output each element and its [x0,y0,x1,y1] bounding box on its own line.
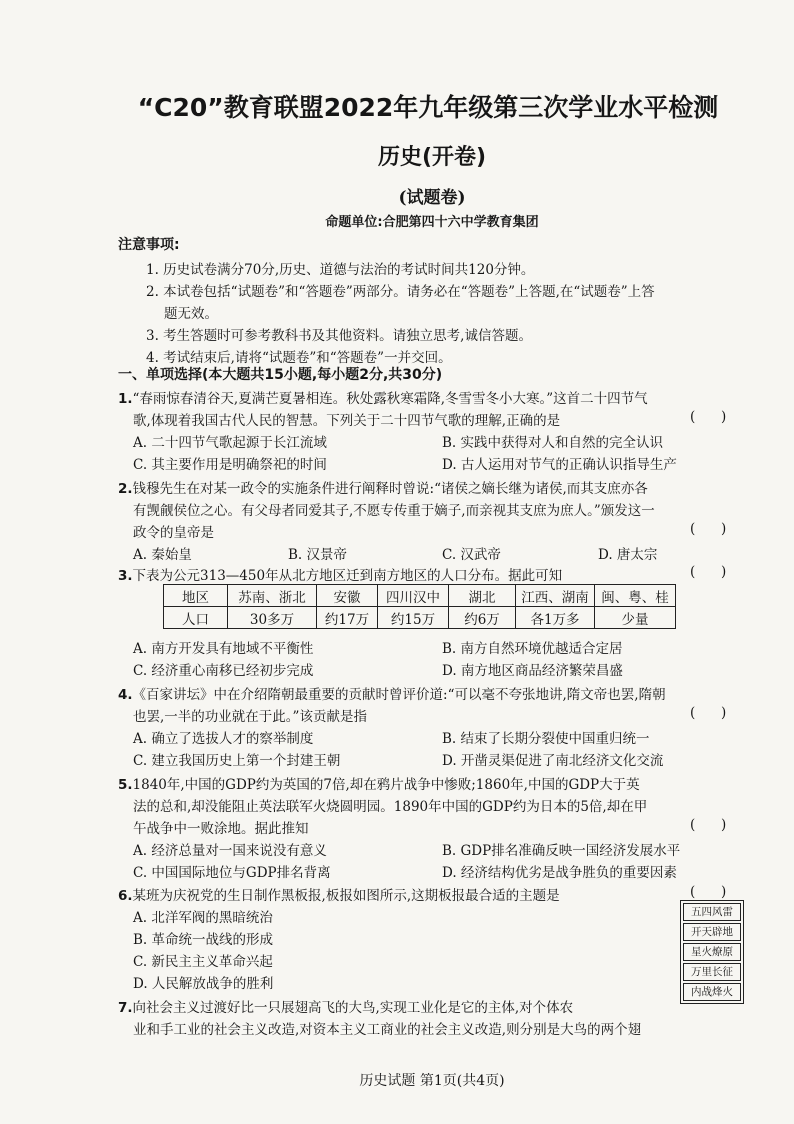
question-number: 7. [118,1000,133,1016]
board-column: 五四风雷 [683,903,741,921]
question-1-stem-cont: 歌,体现着我国古代人民的智慧。下列关于二十四节气歌的理解,正确的是 [133,413,561,429]
question-4-stem [118,683,666,703]
option-d: D. 南方地区商品经济繁荣昌盛 [442,663,623,679]
population-table [163,584,676,629]
answer-paren: ( ) [690,564,727,580]
question-7-stem [118,996,573,1016]
answer-paren: ( ) [690,409,727,425]
question-4-stem-cont: 也罢,一半的功业就在于此。”该贡献是指 [133,709,367,725]
question-text: 下表为公元313—450年从北方地区迁到南方地区的人口分布。据此可知 [132,568,563,584]
table-cell: 四川汉中 [378,585,449,607]
table-cell: 地区 [164,585,228,607]
option-c: C. 其主要作用是明确祭祀的时间 [133,457,327,473]
option-d: D. 人民解放战争的胜利 [133,976,274,992]
exam-title: “C20”教育联盟2022年九年级第三次学业水平检测 [137,93,719,122]
option-d: D. 开凿灵渠促进了南北经济文化交流 [442,753,664,769]
board-column: 星火燎原 [683,943,741,961]
section-heading: 一、单项选择(本大题共15小题,每小题2分,共30分) [118,367,443,383]
table-cell: 约6万 [449,607,516,629]
option-b: B. 革命统一战线的形成 [133,932,274,948]
table-cell: 30多万 [228,607,317,629]
option-c: C. 建立我国历史上第一个封建王朝 [133,753,341,769]
table-cell: 湖北 [449,585,516,607]
question-text: 钱穆先生在对某一政令的实施条件进行阐释时曾说:“诸侯之嫡长继为诸侯,而其支庶亦各 [132,481,648,497]
board-column: 万里长征 [683,963,741,981]
option-a: A. 经济总量对一国来说没有意义 [133,843,327,859]
table-row [164,607,676,629]
blackboard-figure [680,900,744,1004]
answer-paren: ( ) [690,884,727,900]
question-number: 4. [118,687,133,703]
option-d: D. 唐太宗 [598,547,658,563]
question-text: 1840年,中国的GDP约为英国的7倍,却在鸦片战争中惨败;1860年,中国的GDP大于英 [132,777,640,793]
question-text: 向社会主义过渡好比一只展翅高飞的大鸟,实现工业化是它的主体,对个体农 [132,1000,574,1016]
note-item: 4. 考试结束后,请将“试题卷”和“答题卷”一并交回。 [146,350,452,366]
question-number: 5. [118,777,133,793]
table-cell: 约15万 [378,607,449,629]
question-5-stem [118,773,640,793]
notes-heading: 注意事项: [118,237,180,253]
option-a: A. 二十四节气歌起源于长江流域 [133,435,327,451]
question-text: “春雨惊春清谷天,夏满芒夏暑相连。秋处露秋寒霜降,冬雪雪冬小大寒。”这首二十四节气 [132,391,648,407]
question-5-stem-cont: 法的总和,却没能阻止英法联军火烧圆明园。1890年中国的GDP约为日本的5倍,却在甲 [133,799,648,815]
table-cell: 少量 [595,607,676,629]
question-6-stem [118,884,560,904]
option-c: C. 中国国际地位与GDP排名背离 [133,865,331,881]
question-2-stem-cont: 政令的皇帝是 [133,525,214,541]
question-1-stem [118,387,648,407]
option-b: B. GDP排名准确反映一国经济发展水平 [442,843,681,859]
option-d: D. 经济结构优劣是战争胜负的重要因素 [442,865,677,881]
option-c: C. 汉武帝 [442,547,501,563]
question-text: 某班为庆祝党的生日制作黑板报,板报如图所示,这期板报最合适的主题是 [132,888,560,904]
board-column: 开天辟地 [683,923,741,941]
question-7-stem-cont: 业和手工业的社会主义改造,对资本主义工商业的社会主义改造,则分别是大鸟的两个翅 [133,1022,642,1038]
paper-kind: (试题卷) [398,188,466,208]
exam-subject: 历史(开卷) [377,145,487,170]
table-header-row [164,585,676,607]
table-cell: 闽、粤、桂 [595,585,676,607]
table-cell: 人口 [164,607,228,629]
table-cell: 各1万多 [516,607,595,629]
question-text: 《百家讲坛》中在介绍隋朝最重要的贡献时曾评价道:“可以毫不夸张地讲,隋文帝也罢,隋朝 [132,687,666,703]
note-item: 1. 历史试卷满分70分,历史、道德与法治的考试时间共120分钟。 [146,262,535,278]
page-footer: 历史试题 第1页(共4页) [359,1073,505,1089]
table-cell: 约17万 [317,607,378,629]
option-d: D. 古人运用对节气的正确认识指导生产 [442,457,677,473]
question-3-stem [118,564,562,584]
answer-paren: ( ) [690,705,727,721]
question-2-stem [118,477,648,497]
question-number: 6. [118,888,133,904]
option-a: A. 北洋军阀的黑暗统治 [133,910,273,926]
note-item: 题无效。 [164,306,218,322]
option-a: A. 秦始皇 [133,547,192,563]
board-column: 内战烽火 [683,983,741,1001]
question-number: 3. [118,568,133,584]
option-c: C. 新民主主义革命兴起 [133,954,273,970]
question-number: 2. [118,481,133,497]
table-cell: 江西、湖南 [516,585,595,607]
question-2-stem-cont: 有觊觎侯位之心。有父母者同爱其子,不愿专传重于嫡子,而亲视其支庶为庶人。”颁发这一 [133,503,655,519]
option-a: A. 南方开发具有地域不平衡性 [133,641,314,657]
note-item: 2. 本试卷包括“试题卷”和“答题卷”两部分。请务必在“答题卷”上答题,在“试题卷”上答 [146,284,655,300]
setting-unit: 命题单位:合肥第四十六中学教育集团 [325,215,539,230]
question-number: 1. [118,391,133,407]
option-a: A. 确立了选拔人才的察举制度 [133,731,314,747]
table-cell: 安徽 [317,585,378,607]
answer-paren: ( ) [690,817,727,833]
option-b: B. 实践中获得对人和自然的完全认识 [442,435,664,451]
option-b: B. 汉景帝 [288,547,348,563]
option-b: B. 南方自然环境优越适合定居 [442,641,623,657]
table-cell: 苏南、浙北 [228,585,317,607]
note-item: 3. 考生答题时可参考教科书及其他资料。请独立思考,诚信答题。 [146,328,532,344]
question-5-stem-cont: 午战争中一败涂地。据此推知 [133,821,309,837]
option-b: B. 结束了长期分裂使中国重归统一 [442,731,650,747]
option-c: C. 经济重心南移已经初步完成 [133,663,314,679]
answer-paren: ( ) [690,521,727,537]
